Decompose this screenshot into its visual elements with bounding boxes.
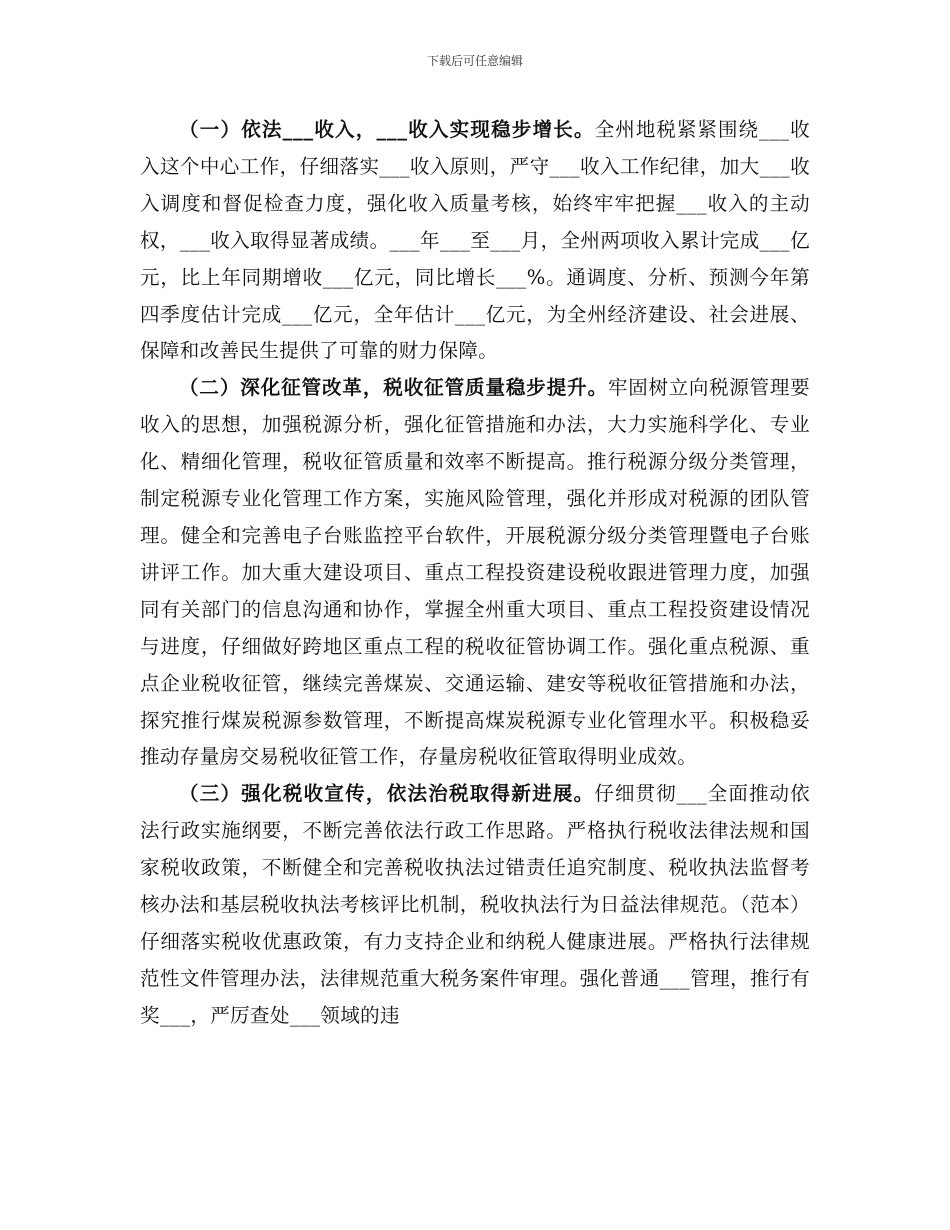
paragraph-3-heading: （三）强化税收宣传，依法治税取得新进展。 [179,782,595,806]
paragraph-1-text: 全州地税紧紧围绕___收入这个中心工作，仔细落实___收入原则，严守___收入工作纪律，加大___收入调度和督促检查力度，强化收入质量考核，始终牢牢把握___收入的主动权，___收入取得显著成绩。___年___至___月，全州两项收入累计完成___亿元，比上年同期增收___亿元，同比增长___%。通调度、分析、预测今年第四季度估计完成___亿元，全年估计___亿元，为全州经济建设、社会进展、保障和改善民生提供了可靠的财力保障。 [140,118,810,363]
paragraph-3 [140,776,810,1034]
paragraph-2-text: 牢固树立向税源管理要收入的思想，加强税源分析，强化征管措施和办法，大力实施科学化、专业化、精细化管理，税收征管质量和效率不断提高。推行税源分级分类管理，制定税源专业化管理工作方案，实施风险管理，强化并形成对税源的团队管理。健全和完善电子台账监控平台软件，开展税源分级分类管理暨电子台账讲评工作。加大重大建设项目、重点工程投资建设税收跟进管理力度，加强同有关部门的信息沟通和协作，掌握全州重大项目、重点工程投资建设情况与进度，仔细做好跨地区重点工程的税收征管协调工作。强化重点税源、重点企业税收征管，继续完善煤炭、交通运输、建安等税收征管措施和办法，探究推行煤炭税源参数管理，不断提高煤炭税源专业化管理水平。积极稳妥推动存量房交易税收征管工作，存量房税收征管取得明业成效。 [140,376,810,769]
page-header: 下载后可任意编辑 [426,54,523,68]
paragraph-1 [140,112,810,370]
paragraph-1-heading: （一）依法___收入，___收入实现稳步增长。 [179,118,595,141]
paragraph-2-heading: （二）深化征管改革，税收征管质量稳步提升。 [179,376,609,400]
paragraph-3-text: 仔细贯彻___全面推动依法行政实施纲要，不断完善依法行政工作思路。严格执行税收法律法规和国家税收政策，不断健全和完善税收执法过错责任追究制度、税收执法监督考核办法和基层税收执法考核评比机制，税收执法行为日益法律规范。（范本）仔细落实税收优惠政策，有力支持企业和纳税人健康进展。严格执行法律规范性文件管理办法，法律规范重大税务案件审理。强化普通___管理，推行有奖___，严厉查处___领域的违 [140,782,810,1027]
document-body [140,112,810,1035]
paragraph-2 [140,370,810,776]
